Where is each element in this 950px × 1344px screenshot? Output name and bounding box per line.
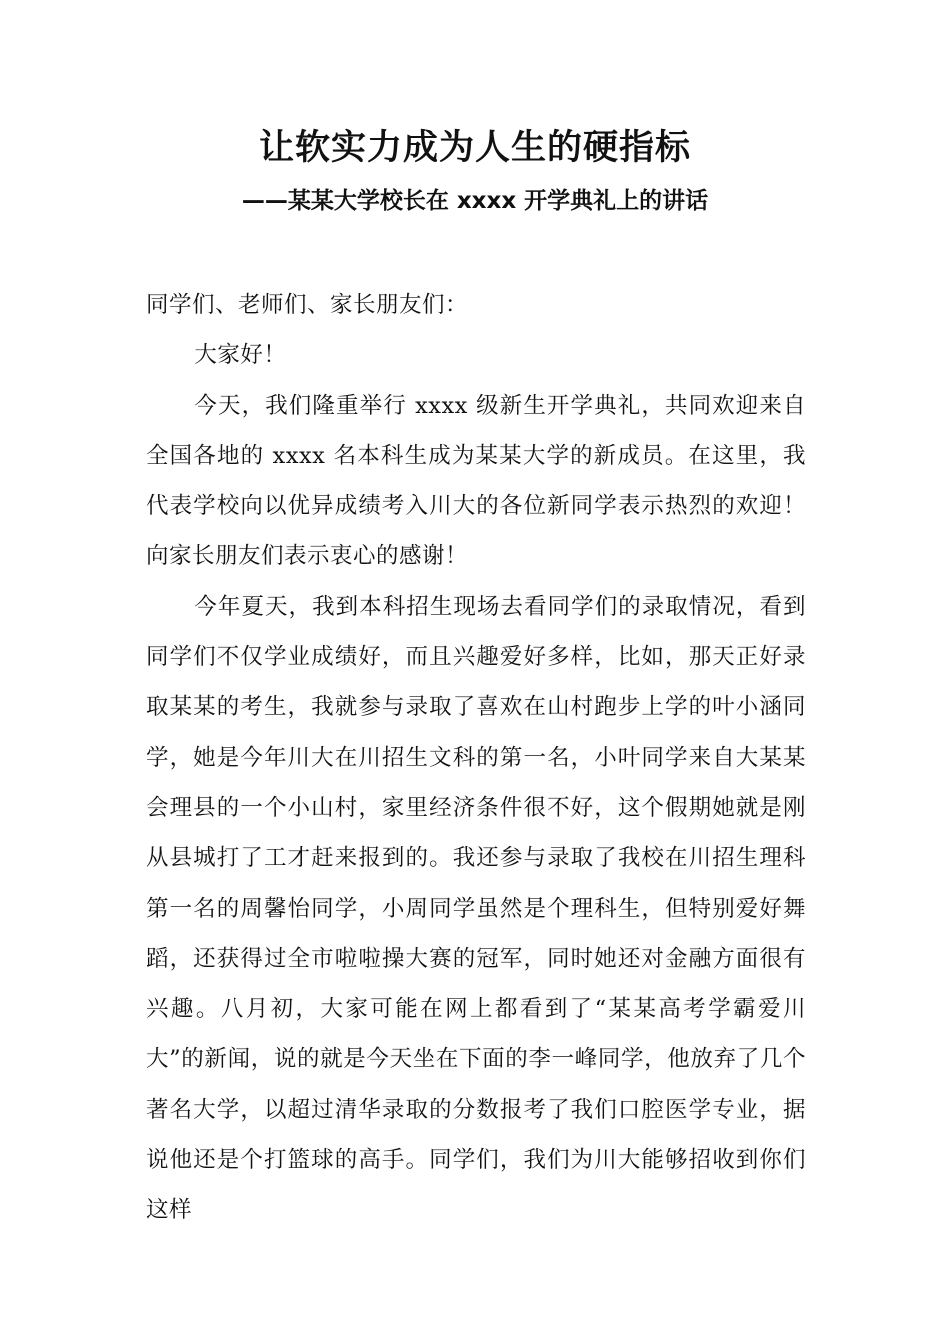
document-title: 让软实力成为人生的硬指标 [258, 127, 691, 168]
greeting-paragraph: 大家好！ [194, 342, 287, 369]
document-subtitle: ——某某大学校长在 xxxx 开学典礼上的讲话 [241, 188, 709, 214]
salutation: 同学们、老师们、家长朋友们： [146, 292, 469, 318]
speech-body [146, 280, 806, 1236]
welcome-paragraph: 今天，我们隆重举行 xxxx 级新生开学典礼，共同欢迎来自全国各地的 xxxx 名本科生成为某某大学的新成员。在这里，我代表学校向以优异成绩考入川大的各位新同学表示热烈的欢迎！向家长朋友们表示衷心的感谢！ [146, 392, 806, 570]
summer-admission-paragraph: 今年夏天，我到本科招生现场去看同学们的录取情况，看到同学们不仅学业成绩好，而且兴趣爱好多样，比如，那天正好录取某某的考生，我就参与录取了喜欢在山村跑步上学的叶小涵同学，她是今年川大在川招生文科的第一名，小叶同学来自大某某会理县的一个小山村，家里经济条件很不好，这个假期她就是刚从县城打了工才赶来报到的。我还参与录取了我校在川招生理科第一名的周馨怡同学，小周同学虽然是个理科生，但特别爱好舞蹈，还获得过全市啦啦操大赛的冠军，同时她还对金融方面很有兴趣。八月初，大家可能在网上都看到了“某某高考学霸爱川大”的新闻，说的就是今天坐在下面的李一峰同学，他放弃了几个著名大学，以超过清华录取的分数报考了我们口腔医学专业，据说他还是个打篮球的高手。同学们，我们为川大能够招收到你们这样 [146, 593, 806, 1224]
